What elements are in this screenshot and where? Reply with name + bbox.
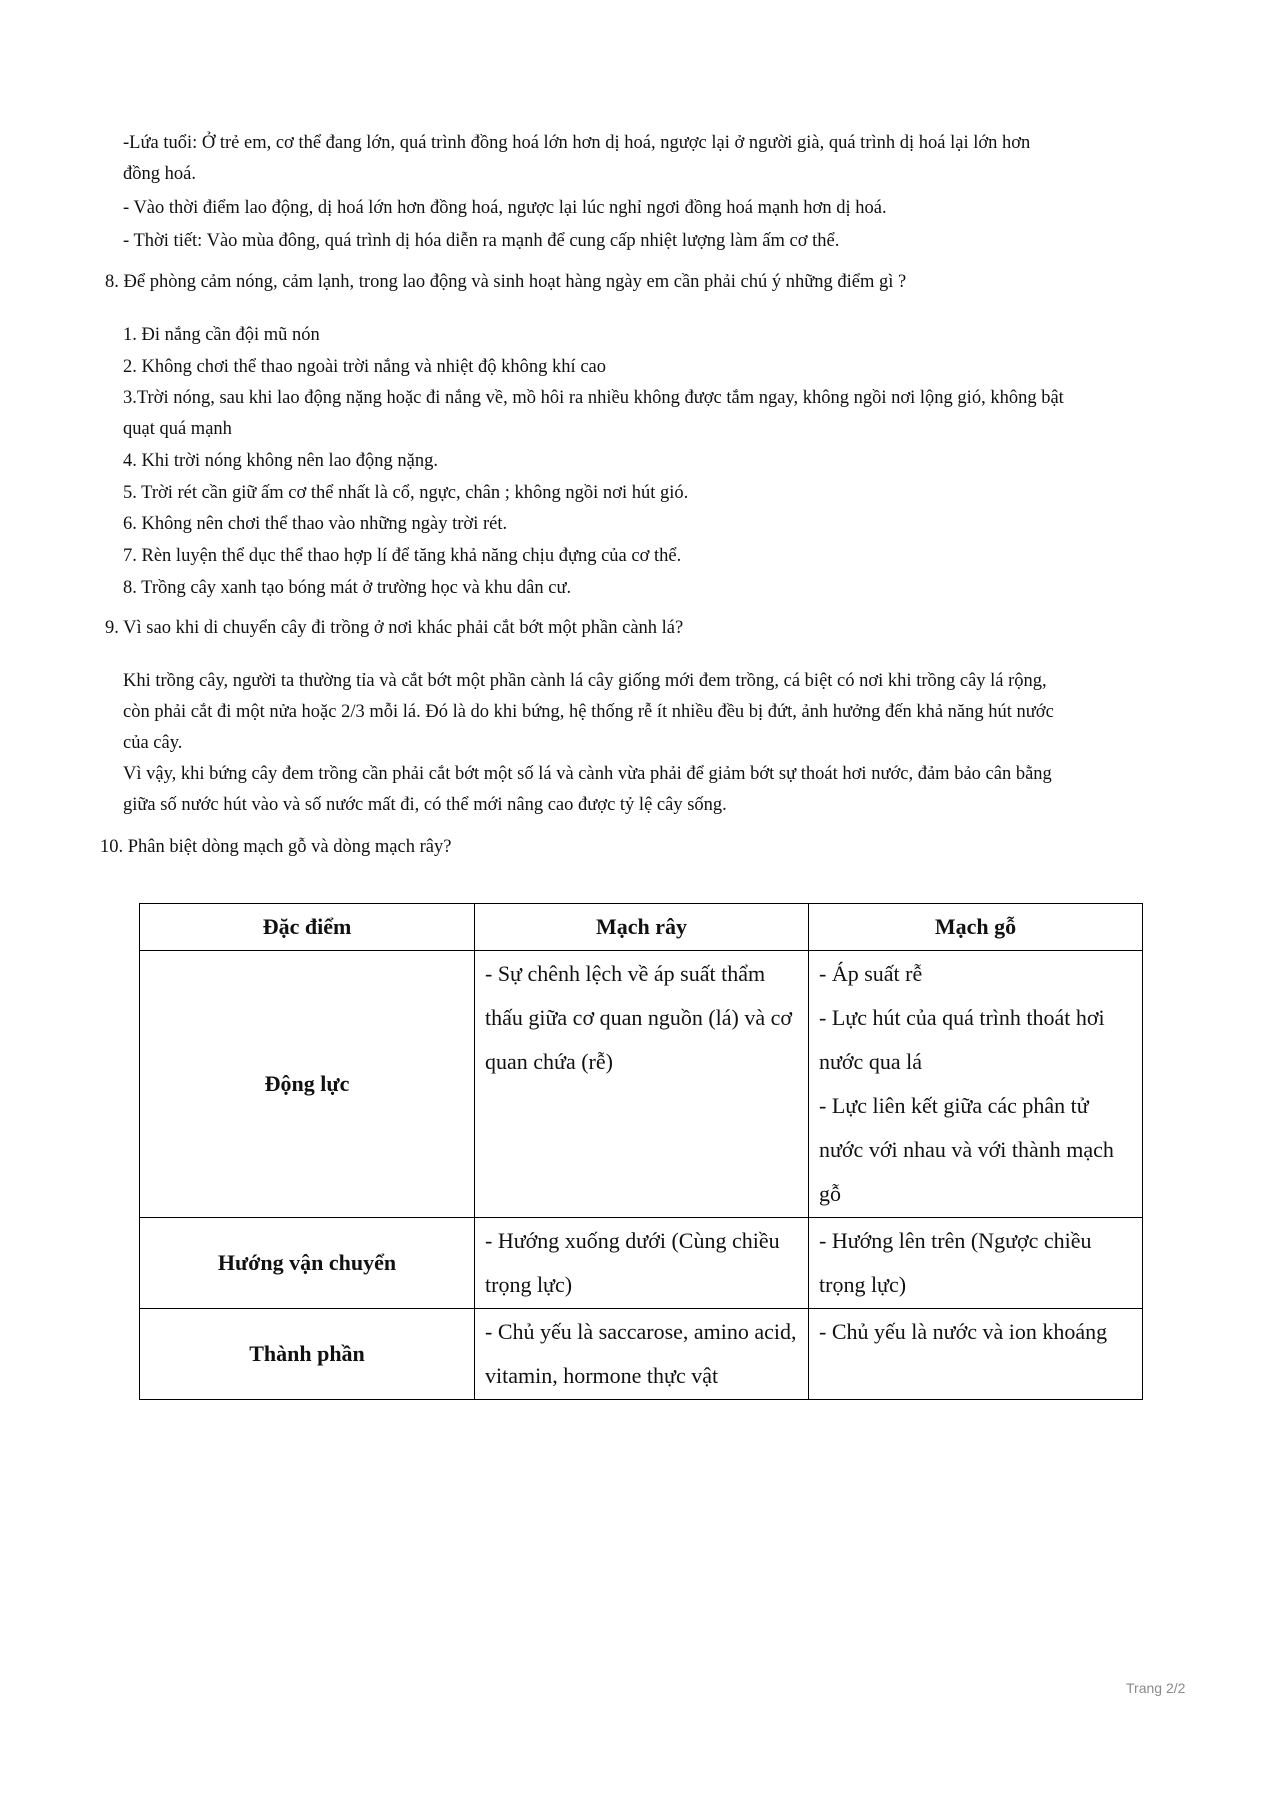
xylem-cell [809,951,1143,1218]
question-8-text: Để phòng cảm nóng, cảm lạnh, trong lao động và sinh hoạt hàng ngày em cần phải chú ý những điểm gì ? [123,272,907,292]
q8-item-8: 8. Trồng cây xanh tạo bóng mát ở trường học và khu dân cư. [123,578,572,598]
table-header-row [140,904,1143,951]
labor-text: - Vào thời điểm lao động, dị hoá lớn hơn đồng hoá, ngược lại lúc nghỉ ngơi đồng hoá mạnh hơn dị hoá. [123,198,887,218]
row-label: Động lực [140,951,475,1218]
q8-item-3: 3.Trời nóng, sau khi lao động nặng hoặc đi nắng về, mồ hôi ra nhiều không được tắm ngay, không ngồi nơi lộng gió, không bật [123,388,1064,408]
row-label: Thành phần [140,1309,475,1400]
header-xylem: Mạch gỗ [809,904,1143,951]
question-10-number: 10. [100,837,124,857]
question-8 [105,267,906,298]
q9-answer-line-3: của cây. [123,733,183,753]
table-row [140,1309,1143,1400]
xylem-cell [809,1309,1143,1400]
xylem-point: - Chủ yếu là nước và ion khoáng [819,1319,1108,1344]
q8-item-7: 7. Rèn luyện thể dục thể thao hợp lí để tăng khả năng chịu đựng của cơ thể. [123,546,682,566]
header-sieve-tube: Mạch rây [475,904,809,951]
table-row [140,951,1143,1218]
q8-item-5: 5. Trời rét cần giữ ấm cơ thể nhất là cổ, ngực, chân ; không ngồi nơi hút gió. [123,483,689,503]
q8-item-3-cont: quạt quá mạnh [123,419,232,439]
question-8-number: 8. [105,272,119,292]
question-9-number: 9. [105,618,119,638]
row-label: Hướng vận chuyển [140,1218,475,1309]
age-text-line-2: đồng hoá. [123,164,196,184]
question-10-text: Phân biệt dòng mạch gỗ và dòng mạch rây? [127,837,452,857]
xylem-point: - Áp suất rễ [819,961,923,986]
q8-item-6: 6. Không nên chơi thể thao vào những ngày trời rét. [123,514,508,534]
sieve-cell: - Chủ yếu là saccarose, amino acid, vitamin, hormone thực vật [475,1309,809,1400]
xylem-point: - Lực hút của quá trình thoát hơi nước qua lá [819,1005,1105,1074]
question-10 [100,832,451,863]
xylem-cell [809,1218,1143,1309]
xylem-point: - Lực liên kết giữa các phân tử nước với nhau và với thành mạch gỗ [819,1093,1114,1206]
header-feature: Đặc điểm [140,904,475,951]
sieve-cell: - Sự chênh lệch về áp suất thẩm thấu giữa cơ quan nguồn (lá) và cơ quan chứa (rễ) [475,951,809,1218]
q8-item-1: 1. Đi nắng cần đội mũ nón [123,325,320,345]
table-row [140,1218,1143,1309]
question-9-text: Vì sao khi di chuyển cây đi trồng ở nơi khác phải cắt bớt một phần cành lá? [123,618,684,638]
q8-item-2: 2. Không chơi thể thao ngoài trời nắng và nhiệt độ không khí cao [123,357,606,377]
question-9 [105,613,683,644]
q9-answer-line-2: còn phải cắt đi một nửa hoặc 2/3 mỗi lá. Đó là do khi bứng, hệ thống rễ ít nhiều đều bị đứt, ảnh hưởng đến khả năng hút nước [123,702,1054,722]
q9-answer-line-5: giữa số nước hút vào và số nước mất đi, có thể mới nâng cao được tỷ lệ cây sống. [123,795,727,815]
q8-item-4: 4. Khi trời nóng không nên lao động nặng. [123,451,438,471]
age-text-line-1: -Lứa tuổi: Ở trẻ em, cơ thể đang lớn, quá trình đồng hoá lớn hơn dị hoá, ngược lại ở người già, quá trình dị hoá lại lớn hơn [123,133,1031,153]
q9-answer-line-1: Khi trồng cây, người ta thường tỉa và cắt bớt một phần cành lá cây giống mới đem trồng, cá biệt có nơi khi trồng cây lá rộng, [123,671,1047,691]
xylem-point: - Hướng lên trên (Ngược chiều trọng lực) [819,1228,1092,1297]
page-number: Trang 2/2 [1126,1680,1186,1696]
weather-text: - Thời tiết: Vào mùa đông, quá trình dị hóa diễn ra mạnh để cung cấp nhiệt lượng làm ấm cơ thể. [123,231,840,251]
comparison-table [139,903,1143,1400]
q9-answer-line-4: Vì vậy, khi bứng cây đem trồng cần phải cắt bớt một số lá và cành vừa phải để giảm bớt sự thoát hơi nước, đảm bảo cân bằng [123,764,1052,784]
sieve-cell: - Hướng xuống dưới (Cùng chiều trọng lực) [475,1218,809,1309]
